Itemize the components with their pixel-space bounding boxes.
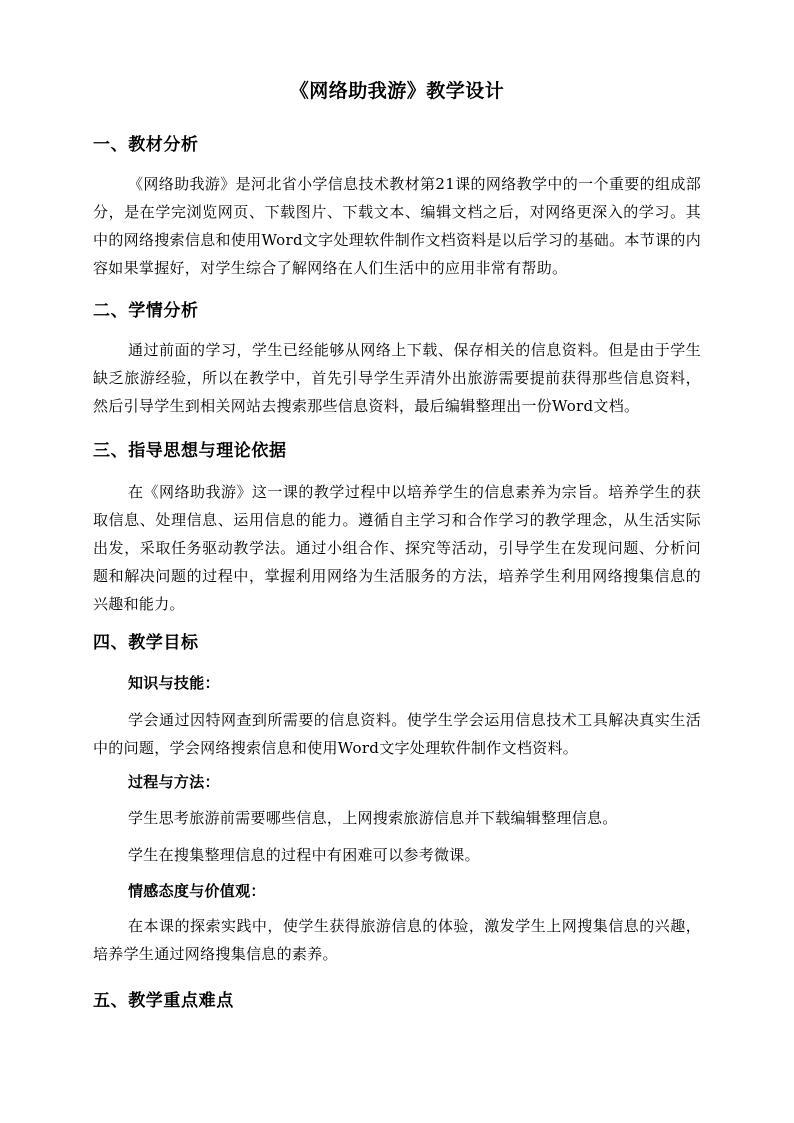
section-paragraph-textbook-analysis: 《网络助我游》是河北省小学信息技术教材第21课的网络教学中的一个重要的组成部分，是在学完浏览网页、下载图片、下载文本、编辑文档之后，对网络更深入的学习。其中的网络搜索信息和使用Word文字处理软件制作文档资料是以后学习的基础。本节课的内容如果掌握好，对学生综合了解网络在人们生活中的应用非常有帮助。 — [93, 175, 701, 277]
section-heading-guiding-ideas: 三、指导思想与理论依据 — [93, 441, 287, 461]
subheading-emotion-values: 情感态度与价值观： — [128, 882, 266, 900]
subheading-knowledge-skills: 知识与技能： — [128, 674, 220, 692]
section-heading-teaching-goals: 四、教学目标 — [93, 633, 199, 653]
subheading-process-methods: 过程与方法： — [128, 773, 220, 791]
section-paragraph-student-analysis: 通过前面的学习，学生已经能够从网络上下载、保存相关的信息资料。但是由于学生缺乏旅游经验，所以在教学中，首先引导学生弄清外出旅游需要提前获得那些信息资料，然后引导学生到相关网站去搜索那些信息资料，最后编辑整理出一份Word文档。 — [93, 341, 701, 415]
section-heading-key-difficult-points: 五、教学重点难点 — [93, 991, 234, 1011]
section-paragraph-guiding-ideas: 在《网络助我游》这一课的教学过程中以培养学生的信息素养为宗旨。培养学生的获取信息、处理信息、运用信息的能力。遵循自主学习和合作学习的教学理念，从生活实际出发，采取任务驱动教学法。通过小组合作、探究等活动，引导学生在发现问题、分析问题和解决问题的过程中，掌握利用网络为生活服务的方法，培养学生利用网络搜集信息的兴趣和能力。 — [93, 483, 701, 613]
section-heading-student-analysis: 二、学情分析 — [93, 301, 199, 321]
section-heading-textbook-analysis: 一、教材分析 — [93, 135, 199, 155]
paragraph-knowledge-skills: 学会通过因特网查到所需要的信息资料。使学生学会运用信息技术工具解决真实生活中的问题，学会网络搜索信息和使用Word文字处理软件制作文档资料。 — [93, 711, 701, 757]
paragraph-emotion-values: 在本课的探索实践中，使学生获得旅游信息的体验，激发学生上网搜集信息的兴趣，培养学生通过网络搜集信息的素养。 — [93, 917, 701, 963]
paragraph-process-methods-2: 学生在搜集整理信息的过程中有困难可以参考微课。 — [128, 846, 480, 864]
document-title: 《网络助我游》教学设计 — [289, 80, 505, 102]
paragraph-process-methods-1: 学生思考旅游前需要哪些信息，上网搜索旅游信息并下载编辑整理信息。 — [128, 809, 618, 827]
